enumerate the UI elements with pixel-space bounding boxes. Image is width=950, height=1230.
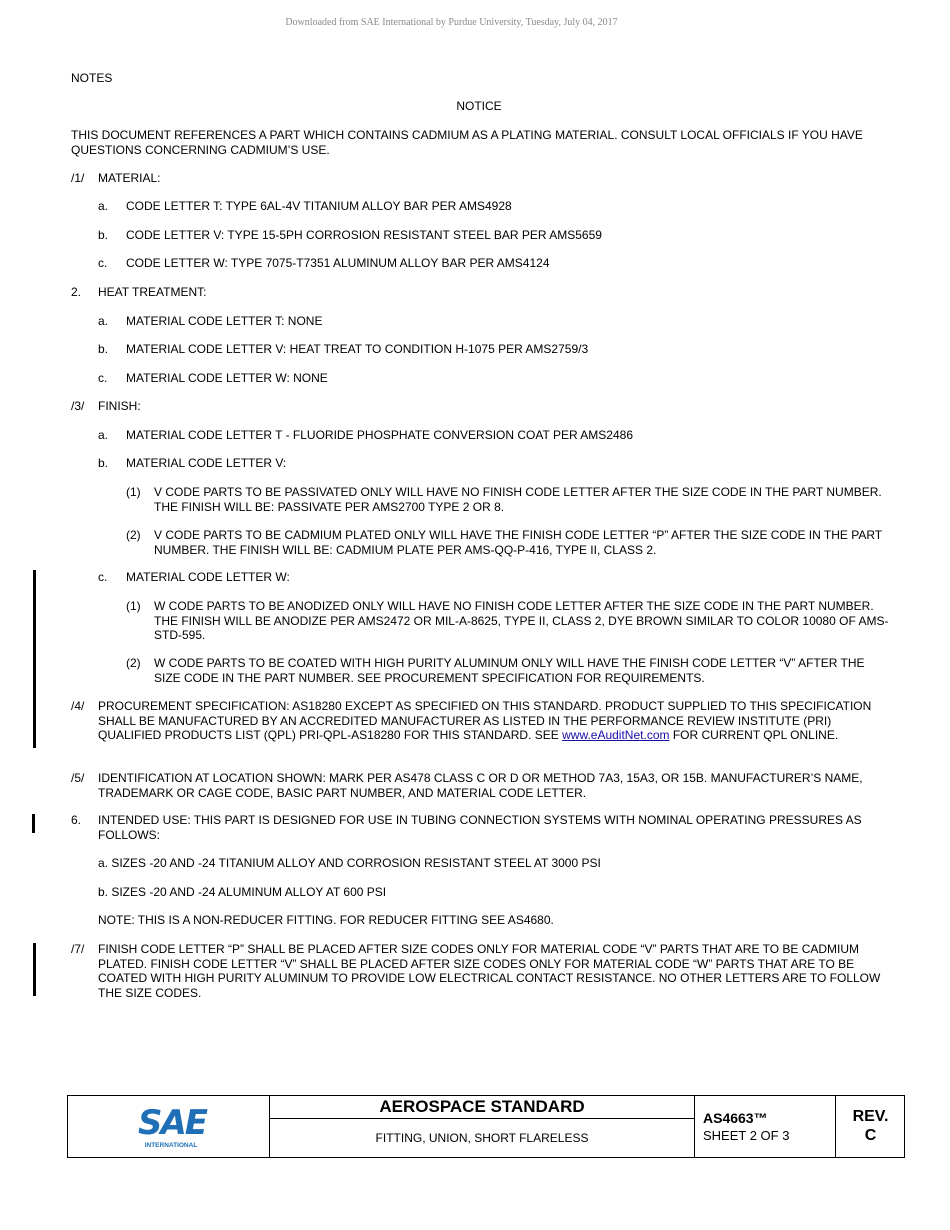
note-2a-letter: a.: [98, 314, 109, 328]
divider: [270, 1118, 694, 1119]
note-3a-text: MATERIAL CODE LETTER T - FLUORIDE PHOSPHATE CONVERSION COAT PER AMS2486: [126, 428, 633, 442]
note-3c1-number: (1): [126, 599, 141, 613]
note-2a-text: MATERIAL CODE LETTER T: NONE: [126, 314, 323, 328]
revision-bar: [32, 814, 35, 833]
revision-label: REV.: [852, 1108, 889, 1125]
note-3b2-text: V CODE PARTS TO BE CADMIUM PLATED ONLY WILL HAVE THE FINISH CODE LETTER “P” AFTER THE SIZE CODE IN THE PART NUMBER. THE FINISH WILL BE: CADMIUM PLATE PER AMS-QQ-P-416, TYPE II, CLASS 2.: [154, 528, 882, 557]
note-3c-letter: c.: [98, 570, 108, 584]
note-1a-letter: a.: [98, 199, 109, 213]
note-3c1-text: W CODE PARTS TO BE ANODIZED ONLY WILL HAVE NO FINISH CODE LETTER AFTER THE SIZE CODE IN THE PART NUMBER. THE FINISH WILL BE ANODIZE PER AMS2472 OR MIL-A-8625, TYPE II, CLASS 2, DYE BROWN SIMILAR TO COLOR 10080 OF AMS-STD-595.: [154, 599, 889, 642]
revision-bar: [33, 943, 36, 996]
note-2b-text: MATERIAL CODE LETTER V: HEAT TREAT TO CONDITION H-1075 PER AMS2759/3: [126, 342, 589, 356]
note-3b-text: MATERIAL CODE LETTER V:: [126, 456, 287, 470]
note-1b-text: CODE LETTER V: TYPE 15-5PH CORROSION RESISTANT STEEL BAR PER AMS5659: [126, 228, 602, 242]
note-6-number: 6.: [71, 813, 82, 827]
sheet-number: SHEET 2 OF 3: [703, 1128, 790, 1143]
note-2-title: HEAT TREATMENT:: [98, 285, 207, 299]
notice-text: THIS DOCUMENT REFERENCES A PART WHICH CONTAINS CADMIUM AS A PLATING MATERIAL. CONSULT LOCAL OFFICIALS IF YOU HAVE QUESTIONS CONCERNING CADMIUM’S USE.: [71, 128, 863, 157]
note-1-title: MATERIAL:: [98, 171, 161, 185]
note-1c-text: CODE LETTER W: TYPE 7075-T7351 ALUMINUM ALLOY BAR PER AMS4124: [126, 256, 550, 270]
note-5-text: IDENTIFICATION AT LOCATION SHOWN: MARK PER AS478 CLASS C OR D OR METHOD 7A3, 15A3, OR 15B. MANUFACTURER’S NAME, TRADEMARK OR CAGE CODE, BASIC PART NUMBER, AND MATERIAL CODE LETTER.: [98, 771, 863, 800]
note-3c2-text: W CODE PARTS TO BE COATED WITH HIGH PURITY ALUMINUM ONLY WILL HAVE THE FINISH CODE LETTER “V” AFTER THE SIZE CODE IN THE PART NUMBER. SEE PROCUREMENT SPECIFICATION FOR REQUIREMENTS.: [154, 656, 865, 685]
note-3b2-number: (2): [126, 528, 141, 542]
revision-bar: [33, 570, 36, 748]
note-4-text-before: PROCUREMENT SPECIFICATION: AS18280 EXCEPT AS SPECIFIED ON THIS STANDARD. PRODUCT SUPPLIED TO THIS SPECIFICATION SHALL BE MANUFACTURED BY AN ACCREDITED MANUFACTURER AS LISTED IN THE PERFORMANCE REVIEW INSTITUTE (PRI) QUALIFIED PRODUCTS LIST (QPL) PRI-QPL-AS18280 FOR THIS STANDARD. SEE: [98, 699, 872, 742]
note-7-text: FINISH CODE LETTER “P” SHALL BE PLACED AFTER SIZE CODES ONLY FOR MATERIAL CODE “V” PARTS THAT ARE TO BE CADMIUM PLATED. FINISH CODE LETTER “V” SHALL BE PLACED AFTER SIZE CODES ONLY FOR MATERIAL CODE “W” PARTS THAT ARE TO BE COATED WITH HIGH PURITY ALUMINUM TO PROVIDE LOW ELECTRICAL CONTACT RESISTANCE. NO OTHER LETTERS ARE TO FOLLOW THE SIZE CODES.: [98, 942, 881, 1000]
note-3b1-text: V CODE PARTS TO BE PASSIVATED ONLY WILL HAVE NO FINISH CODE LETTER AFTER THE SIZE CODE IN THE PART NUMBER. THE FINISH WILL BE: PASSIVATE PER AMS2700 TYPE 2 OR 8.: [154, 485, 882, 514]
note-1c-letter: c.: [98, 256, 108, 270]
note-1-number: /1/: [71, 171, 85, 185]
note-6-text: INTENDED USE: THIS PART IS DESIGNED FOR USE IN TUBING CONNECTION SYSTEMS WITH NOMINAL OPERATING PRESSURES AS FOLLOWS:: [98, 813, 862, 842]
note-3c2-number: (2): [126, 656, 141, 670]
note-3b1-number: (1): [126, 485, 141, 499]
note-6b-text: b. SIZES -20 AND -24 ALUMINUM ALLOY AT 600 PSI: [98, 885, 387, 899]
note-4-number: /4/: [71, 699, 85, 713]
title-block: [67, 1095, 905, 1158]
note-5-number: /5/: [71, 771, 85, 785]
note-6a-text: a. SIZES -20 AND -24 TITANIUM ALLOY AND CORROSION RESISTANT STEEL AT 3000 PSI: [98, 856, 601, 870]
note-3b-letter: b.: [98, 456, 109, 470]
note-7-number: /7/: [71, 942, 85, 956]
sae-international-logo: [138, 1103, 207, 1152]
note-3a-letter: a.: [98, 428, 109, 442]
revision-value: C: [864, 1127, 877, 1144]
note-6-note: NOTE: THIS IS A NON-REDUCER FITTING. FOR REDUCER FITTING SEE AS4680.: [98, 913, 554, 927]
sae-logo-subtext: INTERNATIONAL: [144, 1142, 198, 1149]
note-2b-letter: b.: [98, 342, 109, 356]
standard-type: AEROSPACE STANDARD: [379, 1097, 585, 1116]
note-2-number: 2.: [71, 285, 82, 299]
note-3-number: /3/: [71, 399, 85, 413]
note-3-title: FINISH:: [98, 399, 141, 413]
notice-heading: NOTICE: [456, 99, 502, 113]
sae-logo-text: SAE: [138, 1103, 207, 1143]
note-3c-text: MATERIAL CODE LETTER W:: [126, 570, 290, 584]
download-watermark: Downloaded from SAE International by Purdue University, Tuesday, July 04, 2017: [285, 17, 618, 28]
document-title: FITTING, UNION, SHORT FLARELESS: [375, 1131, 589, 1145]
note-2c-text: MATERIAL CODE LETTER W: NONE: [126, 371, 328, 385]
document-number: AS4663™: [703, 1110, 768, 1126]
note-4-text: [98, 699, 888, 743]
note-4-text-after: FOR CURRENT QPL ONLINE.: [669, 728, 839, 742]
divider: [694, 1096, 695, 1157]
note-1b-letter: b.: [98, 228, 109, 242]
note-1a-text: CODE LETTER T: TYPE 6AL-4V TITANIUM ALLOY BAR PER AMS4928: [126, 199, 512, 213]
eauditnet-link[interactable]: www.eAuditNet.com: [562, 728, 670, 742]
note-2c-letter: c.: [98, 371, 108, 385]
notes-heading: NOTES: [71, 71, 113, 85]
